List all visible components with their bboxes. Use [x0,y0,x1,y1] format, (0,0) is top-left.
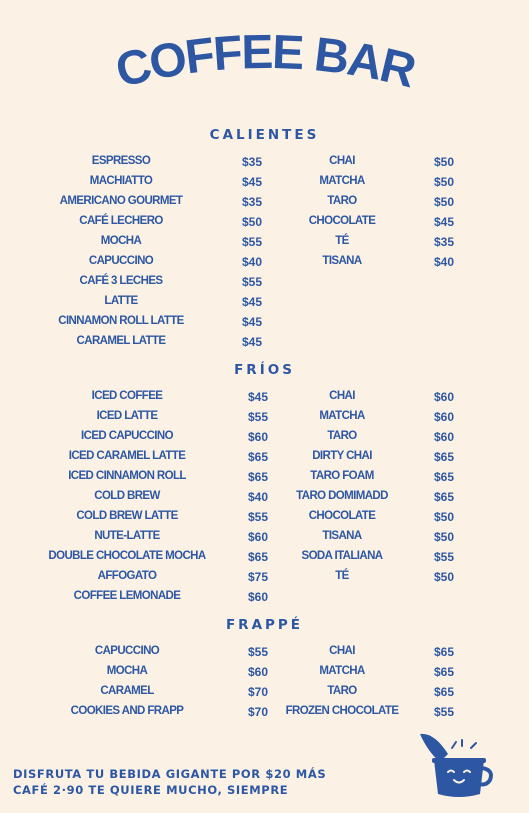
menu-item-price: $45 [434,215,455,229]
menu-item-price: $65 [434,490,455,504]
menu-item-name: TARO [327,685,357,697]
menu-item-price: $70 [248,685,269,699]
menu-item-price: $65 [434,450,455,464]
menu-item [262,527,482,547]
menu-item-price: $70 [248,705,269,719]
menu-item-price: $55 [248,410,269,424]
menu-item [262,467,482,487]
menu-item [20,387,270,407]
menu-item [20,407,270,427]
menu-item [20,467,270,487]
menu-item-name: COLD BREW [94,490,160,502]
section-title-calientes: CALIENTES [209,127,320,143]
menu-item-price: $45 [242,175,263,189]
menu-item [262,192,482,212]
menu-item [262,152,482,172]
menu-item-name: CHOCOLATE [308,510,376,522]
menu-item [20,567,270,587]
menu-item-name: FROZEN CHOCOLATE [285,705,399,717]
menu-item-name: CHOCOLATE [308,215,376,227]
menu-item-price: $55 [434,550,455,564]
footer-line-slogan: CAFÉ 2·90 TE QUIERE MUCHO, SIEMPRE [13,783,289,797]
menu-item [14,272,264,292]
menu-item-name: MATCHA [319,175,365,187]
menu-item [14,252,264,272]
menu-item [20,527,270,547]
menu-item-price: $65 [434,645,455,659]
menu-item-name: CARAMEL LATTE [76,335,166,347]
menu-item-price: $65 [248,470,269,484]
menu-item-price: $55 [242,235,263,249]
menu-item-name: CAFÉ LECHERO [79,215,163,227]
menu-item [14,332,264,352]
menu-item [14,212,264,232]
frios-left-list [20,387,270,607]
menu-item-price: $50 [434,530,455,544]
menu-item-price: $65 [434,470,455,484]
menu-item-name: LATTE [104,295,138,307]
menu-item [20,702,270,722]
section-title-frios: FRÍOS [234,362,295,378]
menu-item-name: CHAI [329,390,355,402]
menu-item-price: $60 [248,590,269,604]
menu-item-name: CHAI [329,645,355,657]
coffee-cup-logo-icon [414,728,494,805]
menu-item-price: $45 [242,335,263,349]
menu-item-price: $65 [248,550,269,564]
menu-item [262,702,482,722]
menu-item [20,587,270,607]
menu-item-price: $55 [434,705,455,719]
menu-item-name: AFFOGATO [97,570,157,582]
menu-item-name: DOUBLE CHOCOLATE MOCHA [48,550,206,562]
menu-item [262,232,482,252]
menu-item-name: MACHIATTO [89,175,153,187]
menu-item-price: $75 [248,570,269,584]
menu-item-name: CAPUCCINO [94,645,160,657]
menu-item [262,447,482,467]
menu-item-price: $40 [242,255,263,269]
menu-item-price: $50 [434,195,455,209]
menu-item-name: TÉ [335,570,349,582]
frappe-right-list [262,642,482,722]
menu-item-price: $60 [248,430,269,444]
menu-item-name: MATCHA [319,665,365,677]
menu-item-price: $60 [434,430,455,444]
menu-item-name: ICED CINNAMON ROLL [68,470,186,482]
menu-item-price: $45 [242,295,263,309]
menu-item [14,192,264,212]
menu-item-price: $35 [434,235,455,249]
menu-item-price: $60 [248,530,269,544]
menu-item-name: CHAI [329,155,355,167]
menu-item-name: TISANA [322,530,362,542]
menu-item-name: TARO [327,195,357,207]
menu-item-name: SODA ITALIANA [301,550,383,562]
menu-item-name: COFFEE LEMONADE [73,590,181,602]
menu-item-name: TARO DOMIMADD [296,490,388,502]
menu-item-price: $60 [248,665,269,679]
menu-item-name: MOCHA [106,665,148,677]
menu-item-name: COLD BREW LATTE [76,510,178,522]
menu-item [262,662,482,682]
menu-item-price: $55 [242,275,263,289]
menu-item [14,172,264,192]
menu-item-name: CAPUCCINO [88,255,154,267]
menu-item-price: $45 [242,315,263,329]
menu-item-price: $65 [248,450,269,464]
menu-item [14,232,264,252]
menu-item-price: $60 [434,410,455,424]
menu-item [262,212,482,232]
menu-item [20,682,270,702]
menu-item-name: TARO [327,430,357,442]
menu-item-name: NUTE-LATTE [94,530,160,542]
menu-item-name: CAFÉ 3 LECHES [79,275,163,287]
menu-item-price: $50 [434,175,455,189]
calientes-right-list [262,152,482,272]
menu-item-name: TARO FOAM [310,470,374,482]
menu-item [20,547,270,567]
menu-item-price: $50 [434,510,455,524]
menu-title-arc [95,30,435,102]
footer-line-promo: DISFRUTA TU BEBIDA GIGANTE POR $20 MÁS [13,767,327,781]
menu-item [20,447,270,467]
menu-item-name: ICED COFFEE [91,390,163,402]
menu-item [262,387,482,407]
menu-item-price: $55 [248,645,269,659]
menu-item-price: $65 [434,685,455,699]
menu-item [262,507,482,527]
menu-item-name: ICED CAPUCCINO [81,430,173,442]
svg-text:COFFEE BAR [110,30,420,98]
menu-item-name: TISANA [322,255,362,267]
menu-item-name: AMERICANO GOURMET [59,195,183,207]
menu-item-name: ICED LATTE [96,410,158,422]
menu-item [14,312,264,332]
menu-item-price: $40 [434,255,455,269]
menu-item-name: MATCHA [319,410,365,422]
menu-item-name: CARAMEL [100,685,154,697]
menu-title-text: COFFEE BAR [110,30,419,98]
menu-item [20,507,270,527]
frappe-left-list [20,642,270,722]
menu-item-price: $35 [242,155,263,169]
menu-item-price: $50 [434,155,455,169]
menu-item-price: $55 [248,510,269,524]
section-title-frappe: FRAPPÉ [225,617,304,633]
menu-item [262,427,482,447]
menu-item [262,252,482,272]
menu-item-name: MOCHA [100,235,142,247]
menu-item [262,682,482,702]
menu-item [20,487,270,507]
menu-title [0,30,529,102]
menu-item-name: ESPRESSO [91,155,151,167]
menu-item-price: $35 [242,195,263,209]
menu-item [20,427,270,447]
menu-item-name: DIRTY CHAI [312,450,372,462]
menu-item [262,487,482,507]
menu-item [262,642,482,662]
menu-item-name: ICED CARAMEL LATTE [68,450,186,462]
menu-item-price: $40 [248,490,269,504]
menu-item-price: $65 [434,665,455,679]
menu-item-price: $45 [248,390,269,404]
menu-item [14,292,264,312]
menu-item [262,567,482,587]
menu-item [262,407,482,427]
menu-item-name: TÉ [335,235,349,247]
menu-item-name: CINNAMON ROLL LATTE [58,315,184,327]
menu-item [14,152,264,172]
footer-note [13,766,326,798]
calientes-left-list [14,152,264,352]
menu-item-price: $50 [242,215,263,229]
menu-item [20,642,270,662]
menu-item-price: $50 [434,570,455,584]
frios-right-list [262,387,482,587]
menu-item-price: $60 [434,390,455,404]
menu-item [262,172,482,192]
menu-item [262,547,482,567]
menu-item-name: COOKIES AND FRAPP [70,705,184,717]
menu-item [20,662,270,682]
